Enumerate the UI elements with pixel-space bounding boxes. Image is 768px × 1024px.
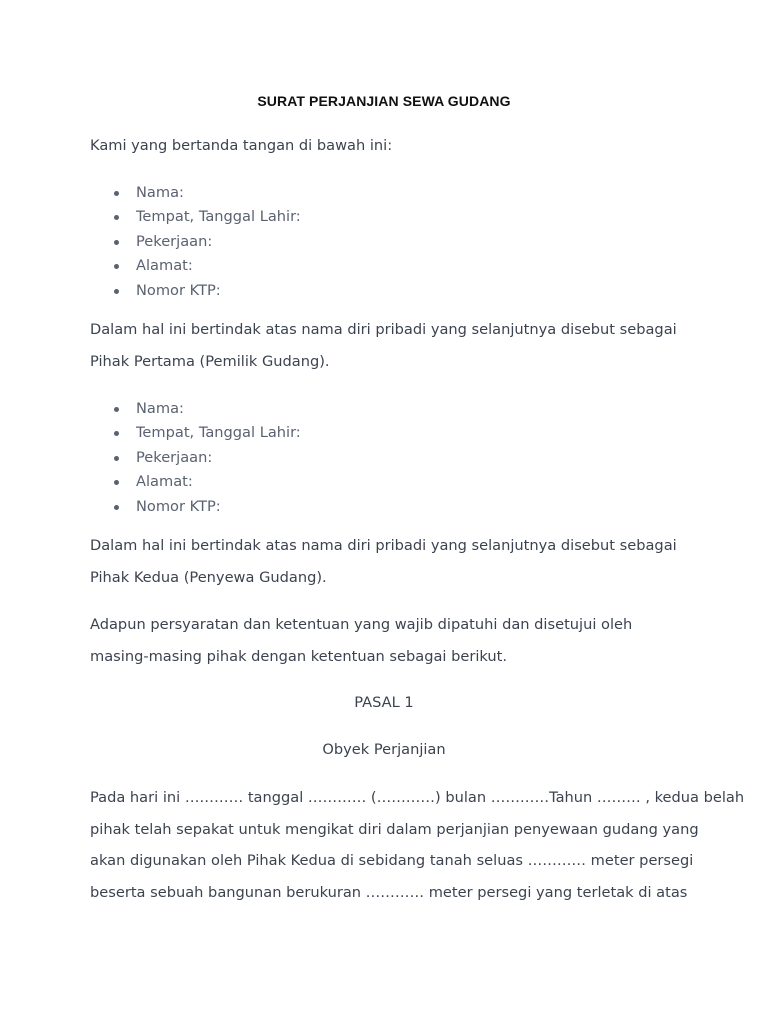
- party2-field-list: [90, 397, 301, 519]
- list-item: Tempat, Tanggal Lahir:: [90, 205, 301, 229]
- bullet-icon: [114, 240, 119, 245]
- bullet-icon: [114, 215, 119, 220]
- list-item: Nama:: [90, 397, 301, 421]
- bullet-icon: [114, 431, 119, 436]
- document-title: SURAT PERJANJIAN SEWA GUDANG: [257, 93, 511, 109]
- bullet-icon: [114, 264, 119, 269]
- list-item: Nomor KTP:: [90, 495, 301, 519]
- bullet-icon: [114, 456, 119, 461]
- bullet-icon: [114, 407, 119, 412]
- list-item: Alamat:: [90, 470, 301, 494]
- party1-field-list: [90, 181, 301, 303]
- pasal-subheading: Obyek Perjanjian: [322, 741, 446, 758]
- list-item: Nomor KTP:: [90, 279, 301, 303]
- list-item: Pekerjaan:: [90, 230, 301, 254]
- intro-text: Kami yang bertanda tangan di bawah ini:: [90, 137, 393, 154]
- bullet-icon: [114, 191, 119, 196]
- bullet-icon: [114, 505, 119, 510]
- list-item: Alamat:: [90, 254, 301, 278]
- terms-intro: Adapun persyaratan dan ketentuan yang wajib dipatuhi dan disetujui oleh masing-masing pihak dengan ketentuan sebagai berikut.: [90, 616, 633, 665]
- pasal-heading: PASAL 1: [354, 694, 414, 711]
- bullet-icon: [114, 480, 119, 485]
- bullet-icon: [114, 289, 119, 294]
- party1-description: Dalam hal ini bertindak atas nama diri pribadi yang selanjutnya disebut sebagai Pihak Pertama (Pemilik Gudang).: [90, 321, 677, 370]
- party2-description: Dalam hal ini bertindak atas nama diri pribadi yang selanjutnya disebut sebagai Pihak Kedua (Penyewa Gudang).: [90, 537, 677, 586]
- pasal-body: Pada hari ini ………… tanggal ………… (…………) bulan …………Tahun ……… , kedua belah pihak telah sepakat untuk mengikat diri dalam perjanjian penyewaan gudang yang akan digunakan oleh Pihak Kedua di sebidang tanah seluas ………… meter persegi beserta sebuah bangunan berukuran ………… meter persegi yang terletak di atas: [90, 789, 745, 901]
- list-item: Tempat, Tanggal Lahir:: [90, 421, 301, 445]
- list-item: Pekerjaan:: [90, 446, 301, 470]
- list-item: Nama:: [90, 181, 301, 205]
